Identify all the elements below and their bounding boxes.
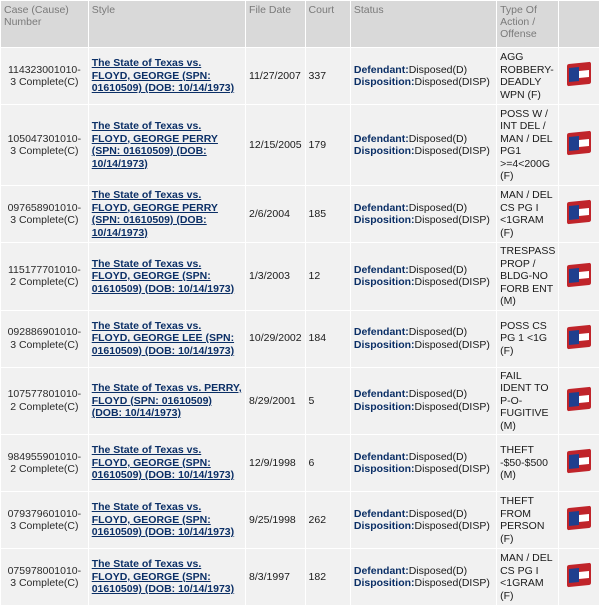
header-court[interactable]: Court (306, 1, 350, 47)
header-style[interactable]: Style (89, 1, 245, 47)
style-cell (89, 311, 245, 367)
style-cell (89, 48, 245, 104)
defendant-label: Defendant: (353, 507, 409, 520)
case-style-link[interactable]: The State of Texas vs. FLOYD, GEORGE (SPN: 01610509) (DOB: 10/14/1973) (91, 57, 235, 95)
disposition-status: Disposed(DISP) (414, 338, 490, 351)
case-status: 2 Complete(C) (10, 463, 79, 475)
texas-flag-icon[interactable] (566, 261, 592, 288)
court: 262 (306, 492, 350, 548)
defendant-label: Defendant: (353, 132, 409, 145)
icon-cell (559, 549, 599, 605)
disposition-label: Disposition: (353, 338, 415, 351)
icon-cell (559, 435, 599, 491)
table-row (1, 105, 599, 185)
file-date: 12/15/2005 (246, 105, 304, 185)
texas-flag-icon[interactable] (566, 505, 592, 532)
file-date: 12/9/1998 (246, 435, 304, 491)
offense: POSS CS PG 1 <1G (F) (497, 311, 558, 367)
defendant-status: Disposed(D) (408, 326, 468, 338)
case-number-cell (1, 311, 88, 367)
offense: MAN / DEL CS PG I <1GRAM (F) (497, 549, 558, 605)
defendant-status: Disposed(D) (408, 201, 468, 214)
case-number-cell (1, 243, 88, 310)
offense: THEFT -$50-$500 (M) (497, 435, 558, 491)
case-number: 092886901010- (7, 326, 82, 338)
style-cell (89, 186, 245, 242)
disposition-label: Disposition: (353, 463, 415, 475)
style-cell (89, 492, 245, 548)
status-cell (351, 186, 496, 242)
icon-cell (559, 311, 599, 367)
court: 185 (306, 186, 350, 242)
disposition-label: Disposition: (353, 276, 415, 289)
file-date: 11/27/2007 (246, 48, 304, 104)
disposition-label: Disposition: (353, 400, 415, 413)
style-cell (89, 243, 245, 310)
case-status: 2 Complete(C) (10, 400, 79, 413)
case-number-cell (1, 48, 88, 104)
case-status: 3 Complete(C) (10, 76, 79, 88)
status-cell (351, 435, 496, 491)
header-type[interactable]: Type Of Action / Offense (497, 1, 558, 47)
defendant-status: Disposed(D) (408, 263, 468, 276)
case-number: 115177701010- (7, 263, 81, 276)
style-cell (89, 368, 245, 435)
file-date: 2/6/2004 (246, 186, 304, 242)
disposition-status: Disposed(DISP) (414, 463, 490, 475)
case-number-cell (1, 435, 88, 491)
offense: POSS W / INT DEL / MAN / DEL PG1 >=4<200G (F) (497, 105, 558, 185)
texas-flag-icon[interactable] (566, 199, 592, 226)
file-date: 9/25/1998 (246, 492, 304, 548)
disposition-label: Disposition: (353, 145, 415, 157)
status-cell (351, 48, 496, 104)
table-row (1, 492, 599, 548)
case-number-cell (1, 492, 88, 548)
disposition-status: Disposed(DISP) (414, 276, 490, 289)
defendant-status: Disposed(D) (408, 564, 468, 577)
defendant-label: Defendant: (353, 564, 409, 577)
defendant-status: Disposed(D) (408, 450, 468, 463)
case-status: 3 Complete(C) (10, 145, 79, 157)
court: 337 (306, 48, 350, 104)
texas-flag-icon[interactable] (566, 562, 592, 589)
case-number-cell (1, 105, 88, 185)
table-row (1, 549, 599, 605)
case-number: 105047301010- (7, 132, 82, 145)
defendant-status: Disposed(D) (408, 63, 468, 76)
disposition-status: Disposed(DISP) (414, 214, 490, 226)
case-number: 107577801010- (7, 388, 82, 401)
defendant-label: Defendant: (353, 63, 409, 76)
disposition-label: Disposition: (353, 214, 415, 226)
court: 12 (306, 243, 350, 310)
defendant-label: Defendant: (353, 263, 409, 276)
texas-flag-icon[interactable] (566, 448, 592, 475)
court: 6 (306, 435, 350, 491)
case-number: 079379601010- (7, 507, 82, 520)
status-cell (351, 243, 496, 310)
defendant-status: Disposed(D) (408, 132, 468, 145)
case-style-link[interactable]: The State of Texas vs. FLOYD, GEORGE LEE (SPN: 01610509) (DOB: 10/14/1973) (91, 319, 235, 357)
case-status: 2 Complete(C) (10, 276, 79, 289)
disposition-status: Disposed(DISP) (414, 577, 490, 589)
texas-flag-icon[interactable] (566, 386, 592, 413)
case-style-link[interactable]: The State of Texas vs. FLOYD, GEORGE (SPN: 01610509) (DOB: 10/14/1973) (91, 558, 235, 596)
disposition-label: Disposition: (353, 520, 415, 532)
texas-flag-icon[interactable] (566, 323, 592, 350)
case-status: 3 Complete(C) (10, 577, 79, 589)
header-row (1, 1, 599, 47)
case-style-link[interactable]: The State of Texas vs. PERRY, FLOYD (SPN: 01610509) (DOB: 10/14/1973) (91, 382, 242, 419)
icon-cell (559, 368, 599, 435)
table-row (1, 368, 599, 435)
offense: AGG ROBBERY-DEADLY WPN (F) (497, 48, 558, 104)
icon-cell (559, 48, 599, 104)
offense: FAIL IDENT TO P-O-FUGITIVE (M) (497, 368, 558, 435)
case-style-link[interactable]: The State of Texas vs. FLOYD, GEORGE (SPN: 01610509) (DOB: 10/14/1973) (91, 257, 235, 295)
offense: MAN / DEL CS PG I <1GRAM (F) (497, 186, 558, 242)
case-style-link[interactable]: The State of Texas vs. FLOYD, GEORGE (SPN: 01610509) (DOB: 10/14/1973) (91, 501, 235, 539)
disposition-status: Disposed(DISP) (414, 76, 490, 88)
case-status: 3 Complete(C) (10, 520, 79, 532)
style-cell (89, 105, 245, 185)
defendant-label: Defendant: (353, 450, 409, 463)
file-date: 8/29/2001 (246, 368, 304, 435)
status-cell (351, 311, 496, 367)
case-number-cell (1, 549, 88, 605)
defendant-label: Defendant: (353, 201, 409, 214)
disposition-status: Disposed(DISP) (414, 400, 490, 413)
status-cell (351, 105, 496, 185)
defendant-status: Disposed(D) (408, 507, 468, 520)
case-style-link[interactable]: The State of Texas vs. FLOYD, GEORGE PERRY (SPN: 01610509) (DOB: 10/14/1973) (91, 120, 218, 170)
case-number: 984955901010- (7, 450, 82, 463)
disposition-status: Disposed(DISP) (414, 145, 490, 157)
case-style-link[interactable]: The State of Texas vs. FLOYD, GEORGE (SPN: 01610509) (DOB: 10/14/1973) (91, 444, 235, 482)
status-cell (351, 492, 496, 548)
disposition-status: Disposed(DISP) (414, 520, 490, 532)
file-date: 1/3/2003 (246, 243, 304, 310)
defendant-label: Defendant: (353, 388, 409, 401)
case-number: 114323001010- (7, 63, 81, 76)
file-date: 8/3/1997 (246, 549, 304, 605)
court: 5 (306, 368, 350, 435)
court: 179 (306, 105, 350, 185)
header-file-date[interactable]: File Date (246, 1, 304, 47)
case-status: 3 Complete(C) (10, 214, 79, 226)
case-number: 097658901010- (7, 201, 82, 214)
offense: TRESPASS PROP / BLDG-NO FORB ENT (M) (497, 243, 558, 310)
case-status: 3 Complete(C) (10, 338, 79, 351)
defendant-status: Disposed(D) (408, 388, 468, 401)
court: 184 (306, 311, 350, 367)
texas-flag-icon[interactable] (566, 61, 592, 88)
icon-cell (559, 243, 599, 310)
status-cell (351, 368, 496, 435)
texas-flag-icon[interactable] (566, 130, 592, 157)
defendant-label: Defendant: (353, 326, 409, 338)
file-date: 10/29/2002 (246, 311, 304, 367)
case-style-link[interactable]: The State of Texas vs. FLOYD, GEORGE PERRY (SPN: 01610509) (DOB: 10/14/1973) (91, 189, 218, 239)
table-row (1, 243, 599, 310)
icon-cell (559, 492, 599, 548)
table-row (1, 186, 599, 242)
style-cell (89, 435, 245, 491)
style-cell (89, 549, 245, 605)
case-number-cell (1, 186, 88, 242)
icon-cell (559, 105, 599, 185)
table-row (1, 435, 599, 491)
disposition-label: Disposition: (353, 76, 415, 88)
case-number-cell (1, 368, 88, 435)
header-status[interactable]: Status (351, 1, 496, 47)
header-case[interactable]: Case (Cause) Number (1, 1, 88, 47)
table-row (1, 311, 599, 367)
table-row (1, 48, 599, 104)
header-icon (559, 1, 599, 47)
offense: THEFT FROM PERSON (F) (497, 492, 558, 548)
disposition-label: Disposition: (353, 577, 415, 589)
status-cell (351, 549, 496, 605)
court: 182 (306, 549, 350, 605)
case-number: 075978001010- (7, 564, 82, 577)
icon-cell (559, 186, 599, 242)
